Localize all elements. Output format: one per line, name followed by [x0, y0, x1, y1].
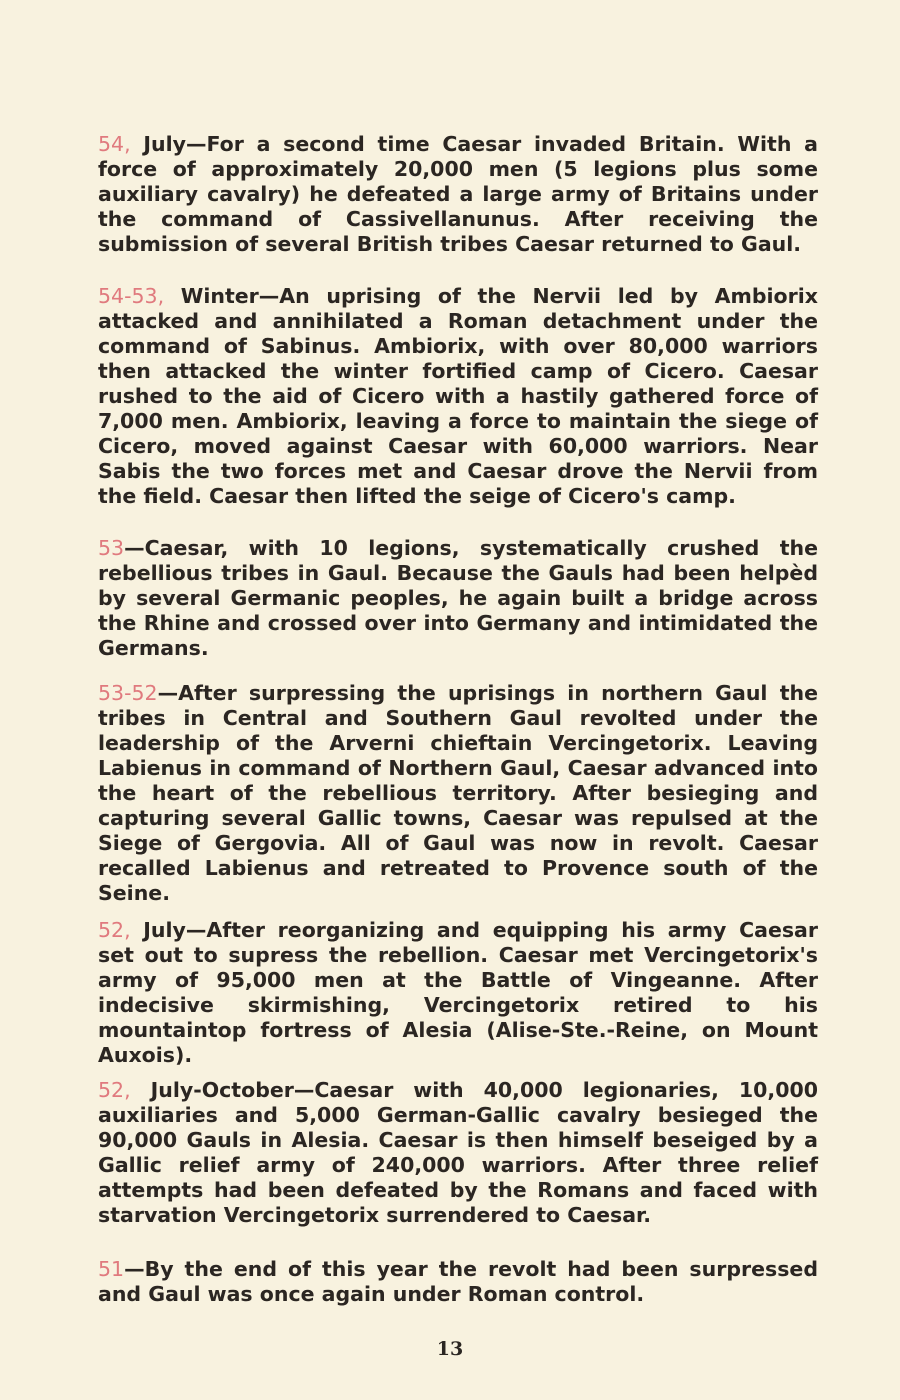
- entry-52-july-october: [98, 1078, 818, 1228]
- entry-54-53-winter: [98, 284, 818, 509]
- entry-date: 53-52: [98, 681, 158, 705]
- entry-date: 52,: [98, 1078, 131, 1102]
- entry-text: After surpressing the uprisings in northern Gaul the tribes in Central and Southern Gaul revolted under the leadership of the Arverni chieftain Vercingetorix. Leaving Labienus in command of Northern Gaul, Caesar advanced into the heart of the rebellious territory. After besieging and capturing several Gallic towns, Caesar was repulsed at the Siege of Gergovia. All of Gaul was now in revolt. Caesar recalled Labienus and retreated to Provence south of the Seine.: [98, 681, 818, 905]
- entry-text: By the end of this year the revolt had been surpressed and Gaul was once again under Roman control.: [98, 1257, 818, 1306]
- entry-text: Winter—An uprising of the Nervii led by Ambiorix attacked and annihilated a Roman detachment under the command of Sabinus. Ambiorix, with over 80,000 warriors then attacked the winter fortified camp of Cicero. Caesar rushed to the aid of Cicero with a hastily gathered force of 7,000 men. Ambiorix, leaving a force to maintain the siege of Cicero, moved against Caesar with 60,000 warriors. Near Sabis the two forces met and Caesar drove the Nervii from the field. Caesar then lifted the seige of Cicero's camp.: [98, 284, 818, 508]
- entry-text: July-October—Caesar with 40,000 legionaries, 10,000 auxiliaries and 5,000 German-Gallic cavalry besieged the 90,000 Gauls in Alesia. Caesar is then himself beseiged by a Gallic relief army of 240,000 warriors. After three relief attempts had been defeated by the Romans and faced with starvation Vercingetorix surrendered to Caesar.: [98, 1078, 819, 1227]
- entry-53: 53—Caesar, with 10 legions, systematically crushed the rebellious tribes in Gaul. Because the Gauls had been helpèd by several Germanic peoples, he again built a bridge across the Rhine and crossed over into Germany and intimidated the Germans.: [98, 536, 818, 660]
- entry-53-52: 53-52—After surpressing the uprisings in northern Gaul the tribes in Central and Southern Gaul revolted under the leadership of the Arverni chieftain Vercingetorix. Leaving Labienus in command of Northern Gaul, Caesar advanced into the heart of the rebellious territory. After besieging and capturing several Gallic towns, Caesar was repulsed at the Siege of Gergovia. All of Gaul was now in revolt. Caesar recalled Labienus and retreated to Provence south of the Seine.: [98, 681, 818, 905]
- entry-54-july: [98, 132, 818, 257]
- page-number: 13: [436, 1338, 464, 1360]
- entry-date: 54-53,: [98, 284, 165, 308]
- entry-date: 54,: [98, 132, 131, 156]
- entry-text: July—After reorganizing and equipping his army Caesar set out to supress the rebellion. Caesar met Vercingetorix's army of 95,000 men at the Battle of Vingeanne. After indecisive skirmishing, Vercingetorix retired to his mountaintop fortress of Alesia (Alise-Ste.-Reine, on Mount Auxois).: [98, 918, 818, 1067]
- entry-text: Caesar, with 10 legions, systematically crushed the rebellious tribes in Gaul. Because the Gauls had been helpèd by several Germanic peoples, he again built a bridge across the Rhine and crossed over into Germany and intimidated the Germans.: [98, 536, 818, 660]
- entry-text: July—For a second time Caesar invaded Britain. With a force of approximately 20,000 men (5 legions plus some auxiliary cavalry) he defeated a large army of Britains under the command of Cassivellanunus. After receiving the submission of several British tribes Caesar returned to Gaul.: [98, 132, 818, 256]
- entry-51: 51—By the end of this year the revolt had been surpressed and Gaul was once again under Roman control.: [98, 1257, 818, 1306]
- entry-date: 53: [98, 536, 125, 560]
- entry-date: 51: [98, 1257, 125, 1281]
- entry-52-july: [98, 918, 818, 1068]
- entry-date: 52,: [98, 918, 131, 942]
